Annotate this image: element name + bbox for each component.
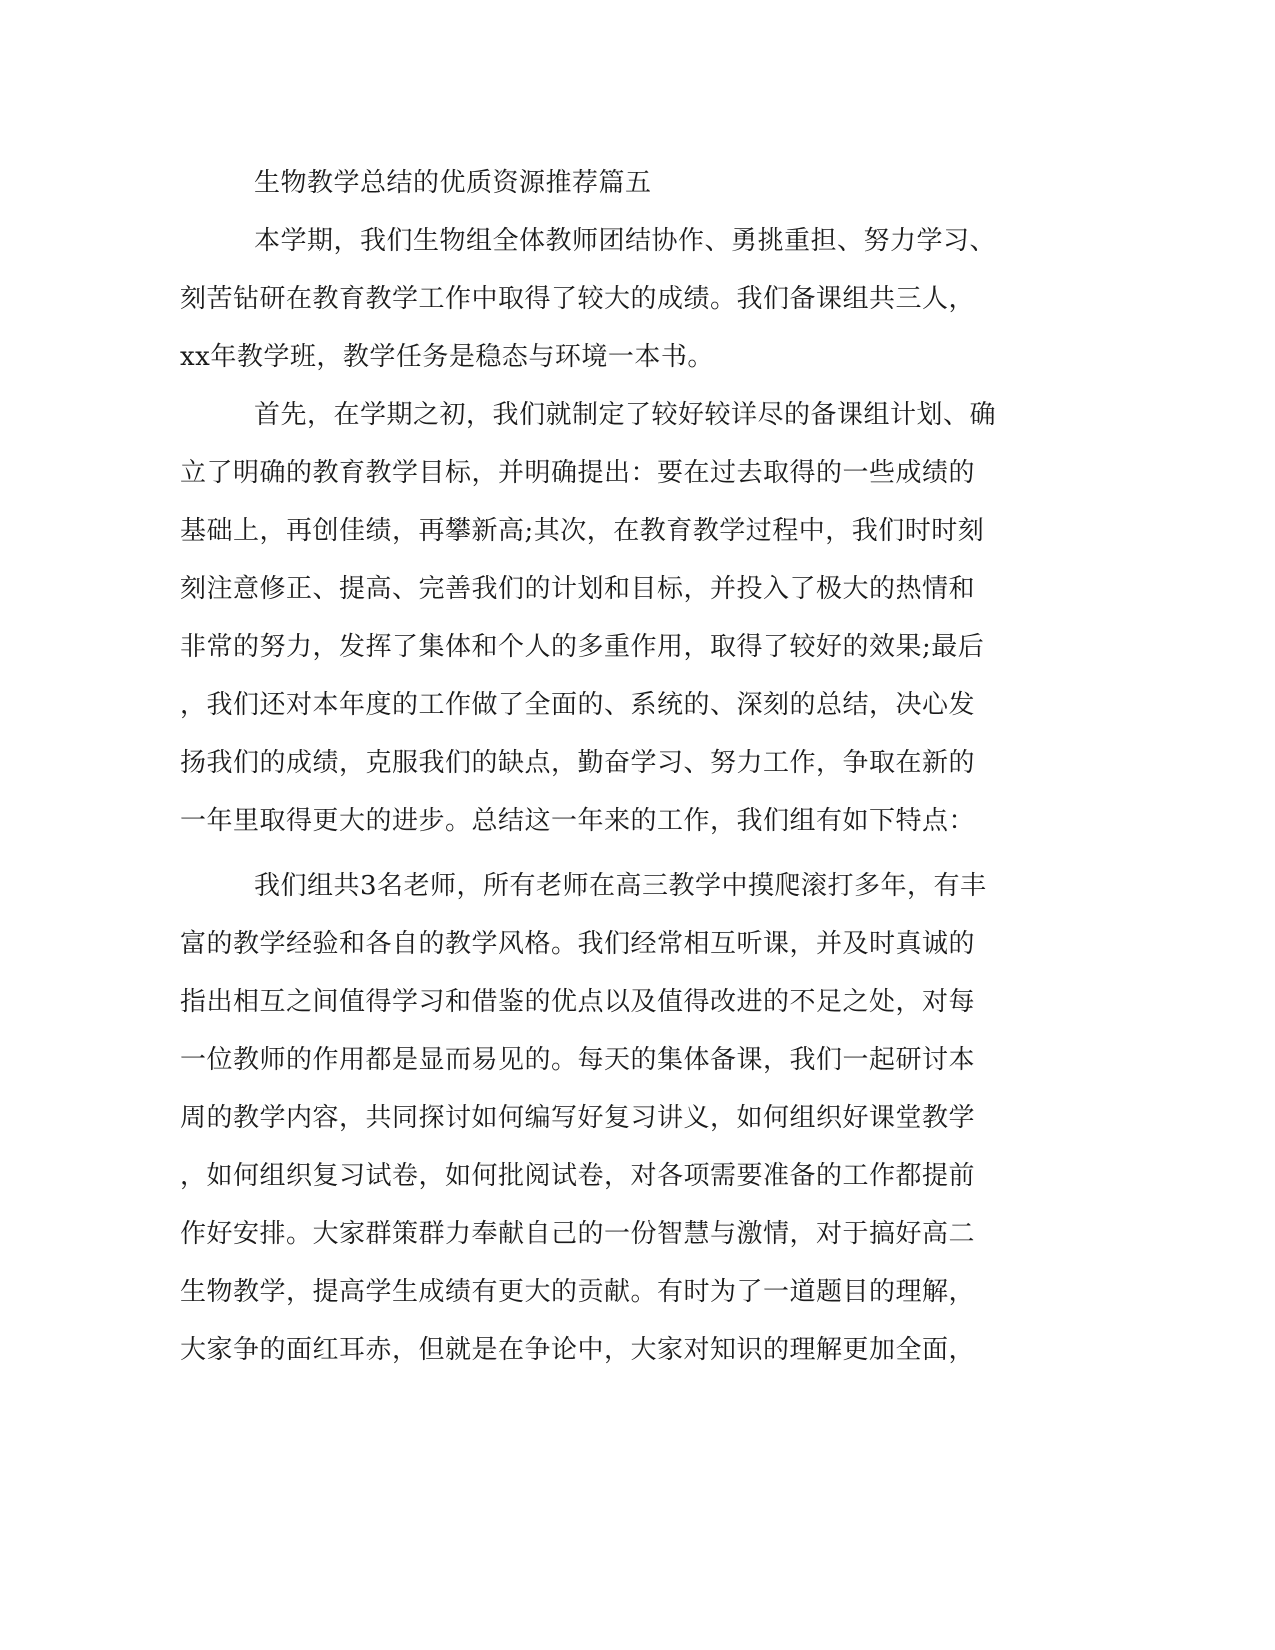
paragraph-line: ，我们还对本年度的工作做了全面的、系统的、深刻的总结，决心发 — [180, 690, 976, 720]
paragraph-line: 一位教师的作用都是显而易见的。每天的集体备课，我们一起研讨本 — [180, 1045, 976, 1075]
paragraph-line: xx年教学班，教学任务是稳态与环境一本书。 — [180, 342, 714, 372]
document-title: 生物教学总结的优质资源推荐篇五 — [254, 168, 652, 198]
paragraph-line: 富的教学经验和各自的教学风格。我们经常相互听课，并及时真诚的 — [180, 929, 976, 959]
paragraph-line: 大家争的面红耳赤，但就是在争论中，大家对知识的理解更加全面， — [180, 1335, 976, 1365]
paragraph-line: 周的教学内容，共同探讨如何编写好复习讲义，如何组织好课堂教学 — [180, 1103, 976, 1133]
paragraph-line: 扬我们的成绩，克服我们的缺点，勤奋学习、努力工作，争取在新的 — [180, 748, 976, 778]
paragraph-line: 首先，在学期之初，我们就制定了较好较详尽的备课组计划、确 — [254, 400, 997, 430]
paragraph-line: 基础上，再创佳绩，再攀新高;其次，在教育教学过程中，我们时时刻 — [180, 516, 985, 546]
paragraph-line: 本学期，我们生物组全体教师团结协作、勇挑重担、努力学习、 — [254, 226, 997, 256]
paragraph-line: 生物教学，提高学生成绩有更大的贡献。有时为了一道题目的理解， — [180, 1277, 976, 1307]
paragraph-line: 指出相互之间值得学习和借鉴的优点以及值得改进的不足之处，对每 — [180, 987, 976, 1017]
paragraph-line: 一年里取得更大的进步。总结这一年来的工作，我们组有如下特点： — [180, 806, 976, 836]
paragraph-line: 非常的努力，发挥了集体和个人的多重作用，取得了较好的效果;最后 — [180, 632, 985, 662]
paragraph-line: ，如何组织复习试卷，如何批阅试卷，对各项需要准备的工作都提前 — [180, 1161, 976, 1191]
paragraph-line: 作好安排。大家群策群力奉献自己的一份智慧与激情，对于搞好高二 — [180, 1219, 976, 1249]
paragraph-line: 刻注意修正、提高、完善我们的计划和目标，并投入了极大的热情和 — [180, 574, 976, 604]
paragraph-line: 我们组共3名老师，所有老师在高三教学中摸爬滚打多年，有丰 — [254, 871, 987, 901]
paragraph-line: 立了明确的教育教学目标，并明确提出：要在过去取得的一些成绩的 — [180, 458, 976, 488]
paragraph-line: 刻苦钻研在教育教学工作中取得了较大的成绩。我们备课组共三人， — [180, 284, 976, 314]
